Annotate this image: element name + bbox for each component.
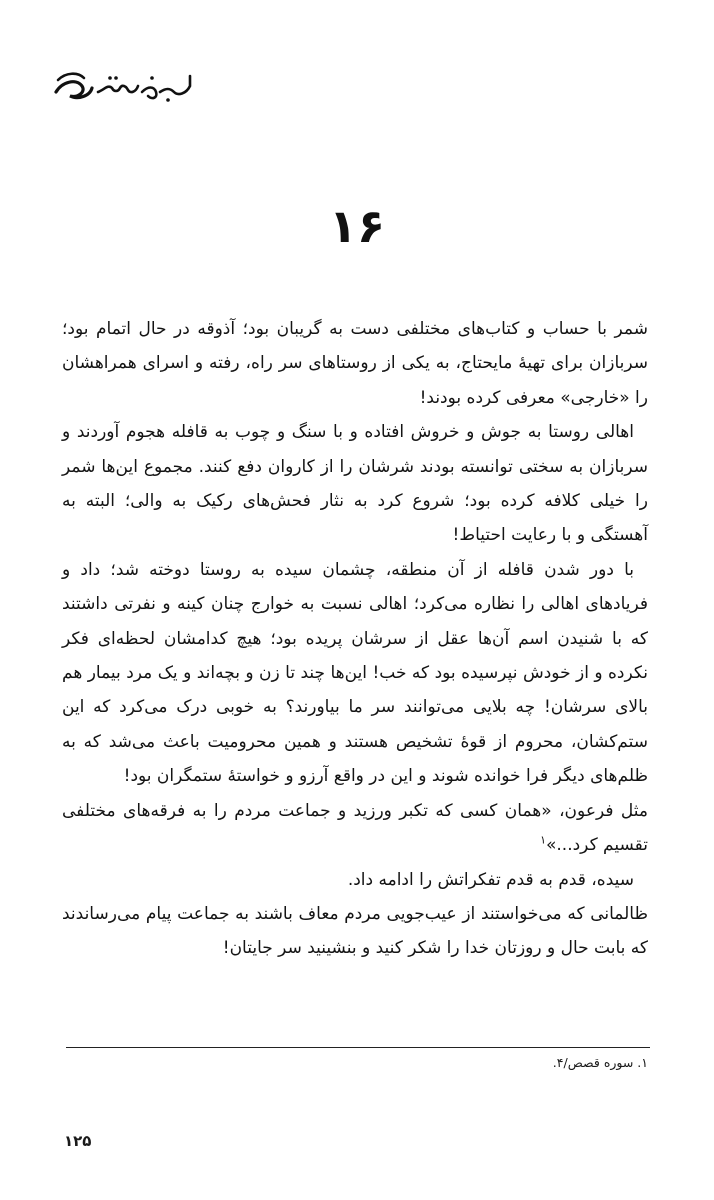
- paragraph-with-footnote: [62, 794, 648, 863]
- paragraph: با دور شدن قافله از آن منطقه، چشمان سیده به روستا دوخته شد؛ داد و فریادهای اهالی را نظاره می‌کرد؛ اهالی نسبت به خوارج چنان کینه و نفرتی داشتند که با شنیدن اسم آن‌ها عقل از سرشان پریده بود؛ هیچ کدامشان لحظه‌ای فکر نکرده و از خودش نپرسیده بود که خب! این‌ها چند تا زن و بچه‌اند و یک مرد بیمار هم بالای سرشان! چه بلایی می‌توانند سر ما بیاورند؟ به خوبی درک می‌کرد که این ستم‌کشان، محروم از قوهٔ تشخیص هستند و همین محرومیت باعث می‌شد که به ظلم‌های دیگر فرا خوانده شوند و این در واقع آرزو و خواستهٔ ستمگران بود!: [62, 559, 648, 787]
- paragraph: اهالی روستا به جوش و خروش افتاده و با سنگ و چوب به قافله هجوم آوردند و سربازان به سختی توانسته بودند شرشان را از کاروان دفع کنند. مجموع این‌ها شمر را خیلی کلافه کرده بود؛ شروع کرد به نثار فحش‌های رکیک به والی؛ البته به آهستگی و با رعایت احتیاط!: [62, 422, 648, 546]
- paragraph: سیده، قدم به قدم تفکراتش را ادامه داد.: [347, 869, 634, 890]
- footnote: ۱. سوره قصص/۴.: [552, 1055, 648, 1070]
- footnote-marker: ۱: [540, 833, 546, 847]
- calligraphy-logo-icon: [48, 62, 198, 108]
- footnote-divider: [66, 1047, 650, 1048]
- paragraph-text: مثل فرعون، «همان کسی که تکبر ورزید و جماعت مردم را به فرقه‌های مختلفی تقسیم کرد...»: [62, 800, 648, 856]
- chapter-number: ۱۶: [328, 199, 386, 253]
- page-number: ۱۲۵: [64, 1132, 92, 1150]
- book-title-logo: [48, 62, 198, 108]
- paragraph: شمر با حساب و کتاب‌های مختلفی دست به گریبان بود؛ آذوقه در حال اتمام بود؛ سربازان برای تهیهٔ مایحتاج، به یکی از روستاهای سر راه، رفته و اسرای همراهشان را «خارجی» معرفی کرده بودند!: [62, 319, 648, 408]
- chapter-body: [62, 312, 648, 966]
- paragraph: ظالمانی که می‌خواستند از عیب‌جویی مردم معاف باشند به جماعت پیام می‌رساندند که بابت حال و روزتان خدا را شکر کنید و بنشینید سر جایتان!: [62, 903, 648, 959]
